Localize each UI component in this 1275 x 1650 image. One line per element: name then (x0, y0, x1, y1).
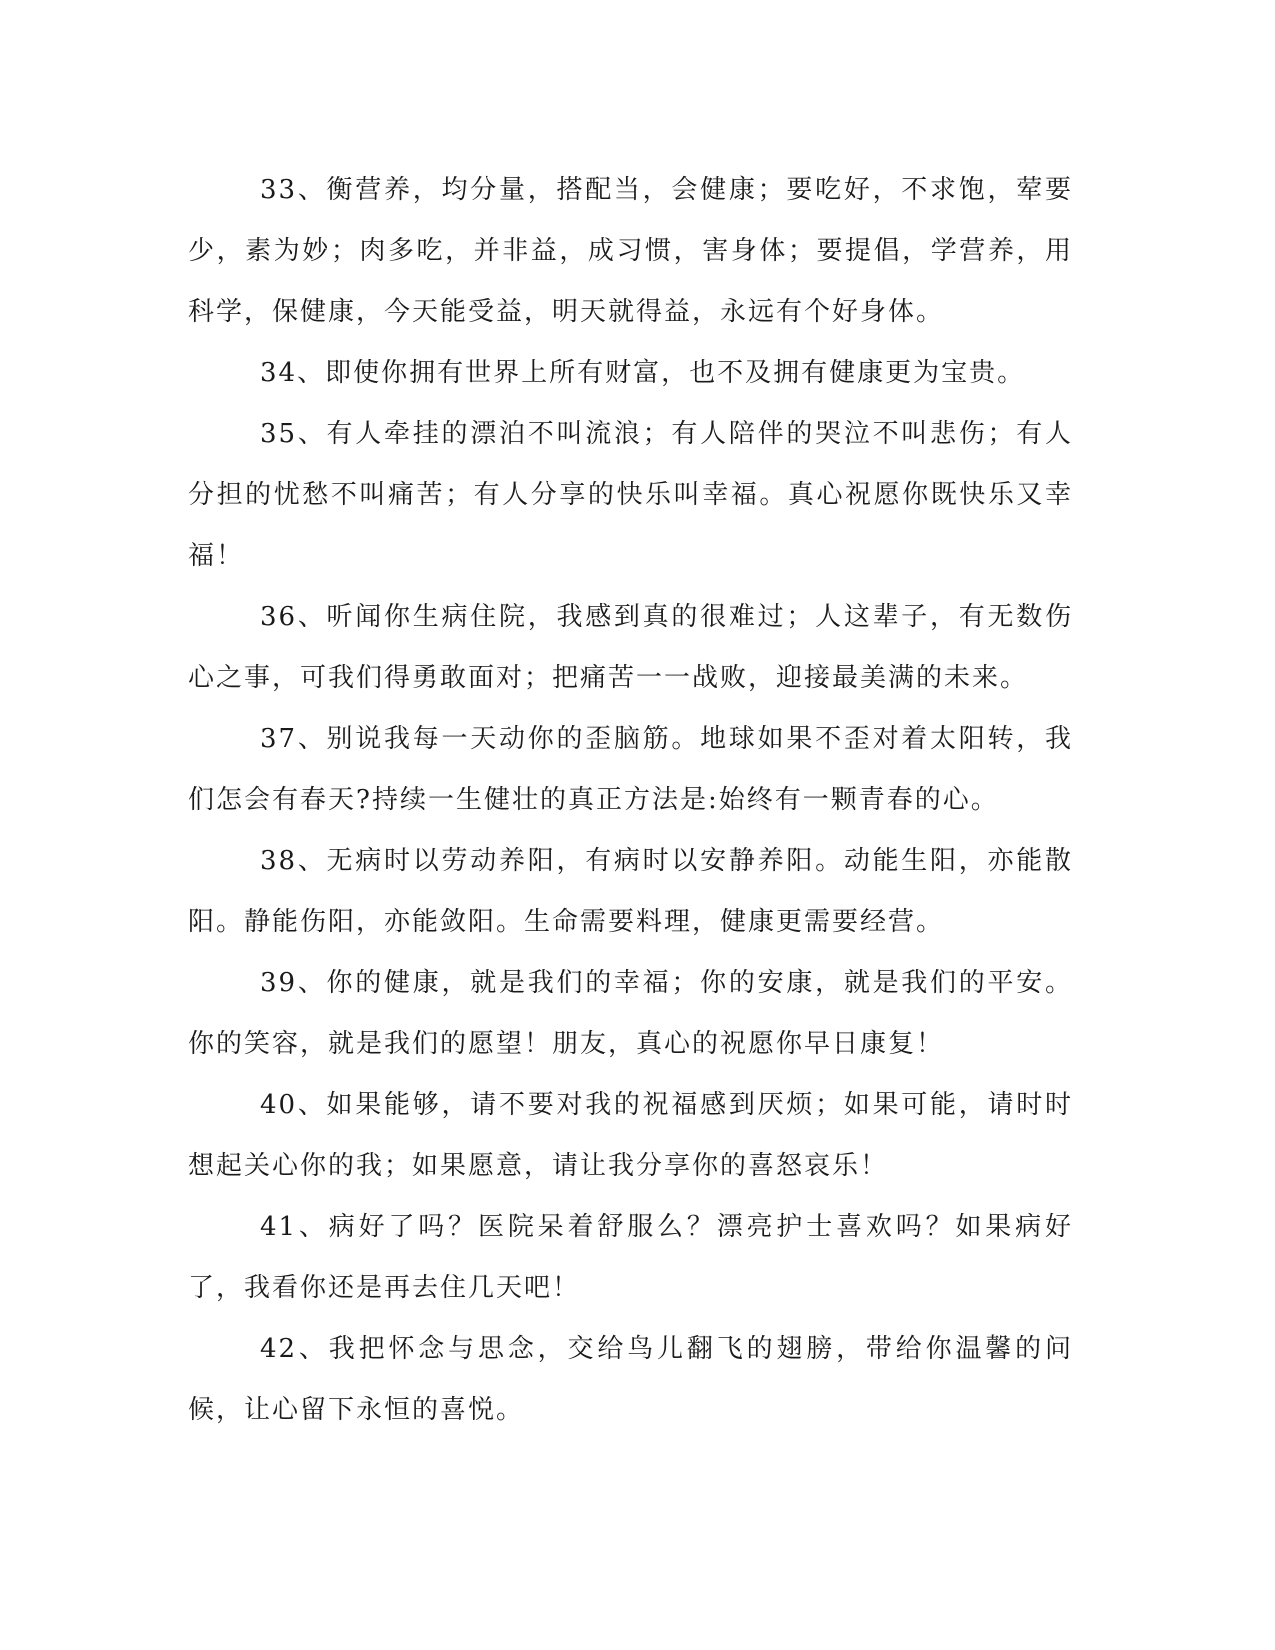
paragraph-35: 35、有人牵挂的漂泊不叫流浪；有人陪伴的哭泣不叫悲伤；有人分担的忧愁不叫痛苦；有人分享的快乐叫幸福。真心祝愿你既快乐又幸福！ (188, 419, 1073, 571)
paragraph-36: 36、听闻你生病住院，我感到真的很难过；人这辈子，有无数伤心之事，可我们得勇敢面对；把痛苦一一战败，迎接最美满的未来。 (188, 602, 1073, 693)
paragraph-39: 39、你的健康，就是我们的幸福；你的安康，就是我们的平安。你的笑容，就是我们的愿望！朋友，真心的祝愿你早日康复！ (188, 968, 1073, 1059)
paragraph-40: 40、如果能够，请不要对我的祝福感到厌烦；如果可能，请时时想起关心你的我；如果愿意，请让我分享你的喜怒哀乐！ (188, 1090, 1073, 1181)
paragraph-38: 38、无病时以劳动养阳，有病时以安静养阳。动能生阳，亦能散阳。静能伤阳，亦能敛阳。生命需要料理，健康更需要经营。 (188, 846, 1073, 937)
document-body (188, 160, 1073, 1441)
paragraph-33: 33、衡营养，均分量，搭配当，会健康；要吃好，不求饱，荤要少，素为妙；肉多吃，并非益，成习惯，害身体；要提倡，学营养，用科学，保健康，今天能受益，明天就得益，永远有个好身体。 (188, 175, 1073, 327)
paragraph-41: 41、病好了吗？医院呆着舒服么？漂亮护士喜欢吗？如果病好了，我看你还是再去住几天吧！ (188, 1212, 1073, 1303)
paragraph-42: 42、我把怀念与思念，交给鸟儿翻飞的翅膀，带给你温馨的问候，让心留下永恒的喜悦。 (188, 1334, 1073, 1425)
paragraph-34: 34、即使你拥有世界上所有财富，也不及拥有健康更为宝贵。 (260, 358, 1026, 388)
paragraph-37: 37、别说我每一天动你的歪脑筋。地球如果不歪对着太阳转，我们怎会有春天?持续一生健壮的真正方法是:始终有一颗青春的心。 (188, 724, 1073, 815)
